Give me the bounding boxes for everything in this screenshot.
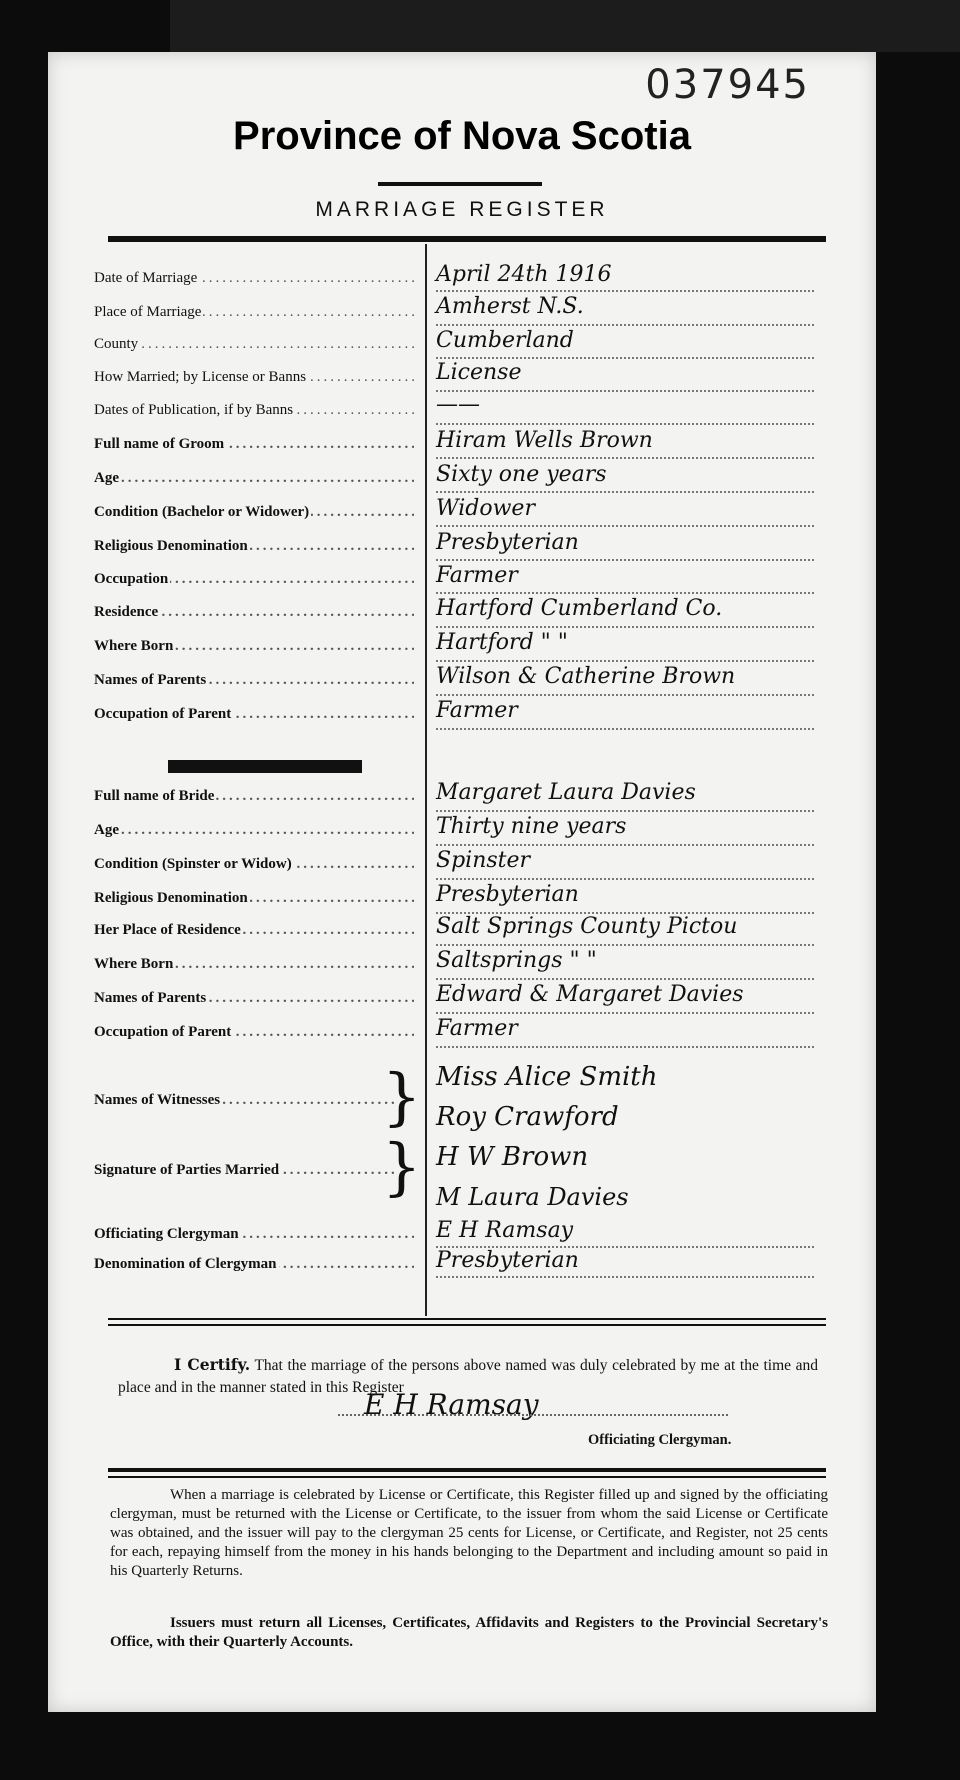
field-label: Denomination of Clergyman ..... — [94, 1252, 414, 1276]
entry-place-of-marriage: Amherst N.S. — [436, 294, 584, 319]
header-rule — [108, 236, 826, 242]
page-title: Province of Nova Scotia — [233, 114, 691, 158]
entry-line — [436, 455, 814, 459]
certify-heading: I Certify. — [174, 1355, 251, 1374]
entry-officiating-clergyman: E H Ramsay — [436, 1218, 574, 1243]
entry-bride-condition: Spinster — [436, 848, 531, 873]
witnesses-brace: } — [382, 1060, 422, 1133]
field-label: Occupation ..... — [94, 567, 414, 591]
entry-line — [436, 1044, 814, 1048]
field-label: Residence ..... — [94, 600, 414, 624]
entry-groom-condition: Widower — [436, 496, 535, 521]
entry-dates-of-publication: —— — [436, 392, 480, 417]
entry-signature-bride: M Laura Davies — [436, 1183, 629, 1211]
field-label: Religious Denomination ..... — [94, 886, 414, 910]
field-label: Full name of Bride ..... — [94, 784, 414, 808]
scan-top-border — [170, 0, 960, 52]
entry-groom-parent-occupation: Farmer — [436, 698, 518, 723]
field-label: Names of Parents ..... — [94, 986, 414, 1010]
field-label: Where Born ..... — [94, 634, 414, 658]
signature-line — [338, 1412, 728, 1416]
certify-rule-top — [108, 1318, 826, 1320]
entry-groom-name: Hiram Wells Brown — [436, 428, 653, 453]
entry-line — [436, 726, 814, 730]
entry-bride-residence: Salt Springs County Pictou — [436, 914, 738, 939]
signatures-brace: } — [382, 1130, 422, 1203]
field-label: How Married; by License or Banns ..... — [94, 365, 414, 389]
field-label: Condition (Spinster or Widow) ..... — [94, 852, 414, 876]
entry-bride-age: Thirty nine years — [436, 814, 627, 839]
issuer-notice: Issuers must return all Licenses, Certificates, Affidavits and Registers to the Provincial Secretary's Office, with their Quarterly Accounts. — [110, 1615, 828, 1650]
entry-groom-parents: Wilson & Catherine Brown — [436, 664, 736, 689]
field-label: Officiating Clergyman ..... — [94, 1222, 414, 1246]
entry-bride-birthplace: Saltsprings " " — [436, 948, 597, 973]
certify-rule-top-2 — [108, 1324, 826, 1326]
entry-groom-religion: Presbyterian — [436, 530, 579, 555]
entry-witness-2: Roy Crawford — [436, 1102, 619, 1132]
field-label: Occupation of Parent ..... — [94, 702, 414, 726]
entry-groom-age: Sixty one years — [436, 462, 607, 487]
field-label: Her Place of Residence ..... — [94, 918, 414, 942]
entry-clergy-denomination: Presbyterian — [436, 1248, 579, 1273]
field-label: Occupation of Parent ..... — [94, 1020, 414, 1044]
entry-groom-residence: Hartford Cumberland Co. — [436, 596, 723, 621]
field-label: Where Born ..... — [94, 952, 414, 976]
entry-line — [436, 523, 814, 527]
serial-number: 037945 — [645, 62, 810, 108]
entry-signature-groom: H W Brown — [436, 1142, 589, 1172]
field-label: County ..... — [94, 332, 414, 356]
entry-line — [436, 489, 814, 493]
field-label: Dates of Publication, if by Banns ..... — [94, 398, 414, 422]
entry-bride-parents: Edward & Margaret Davies — [436, 982, 744, 1007]
field-label: Names of Parents ..... — [94, 668, 414, 692]
section-divider-bar — [168, 760, 362, 773]
certify-text: That the marriage of the persons above named was duly celebrated by me at the time and place and in the manner stated in this Register — [118, 1357, 818, 1396]
notice-rule — [108, 1468, 826, 1472]
signatures-label: Signature of Parties Married ..... — [94, 1158, 394, 1182]
entry-bride-parent-occupation: Farmer — [436, 1016, 518, 1041]
register-form — [48, 52, 876, 1712]
entry-date-of-marriage: April 24th 1916 — [436, 262, 612, 287]
entry-witness-1: Miss Alice Smith — [436, 1062, 658, 1092]
entry-how-married: License — [436, 360, 522, 385]
entry-bride-religion: Presbyterian — [436, 882, 579, 907]
entry-groom-birthplace: Hartford " " — [436, 630, 568, 655]
field-label: Condition (Bachelor or Widower) ..... — [94, 500, 414, 524]
field-label: Age ..... — [94, 466, 414, 490]
field-label: Age ..... — [94, 818, 414, 842]
witnesses-label: Names of Witnesses ..... — [94, 1088, 394, 1112]
field-label: Full name of Groom ..... — [94, 432, 414, 456]
entry-line — [436, 1274, 814, 1278]
signature-caption: Officiating Clergyman. — [588, 1432, 732, 1448]
return-notice: When a marriage is celebrated by License or Certificate, this Register filled up and signed by the officiating clergyman, must be returned with the License or Certificate, to the issuer from whom the said License or Certificate was obtained, and the issuer will pay to the clergyman 25 cents for License, or Certificate, and Register, not 25 cents for each, repaying himself from the money in his hands belonging to the Department and including amount so paid in his Quarterly Returns. — [110, 1487, 828, 1579]
notice-rule-2 — [108, 1476, 826, 1478]
form-subtitle: MARRIAGE REGISTER — [315, 198, 609, 221]
field-label: Religious Denomination ..... — [94, 534, 414, 558]
title-divider — [378, 182, 542, 186]
entry-county: Cumberland — [436, 328, 574, 353]
entry-groom-occupation: Farmer — [436, 563, 518, 588]
column-divider — [425, 244, 427, 1316]
field-label: Place of Marriage ..... — [94, 300, 414, 324]
field-label: Date of Marriage ..... — [94, 266, 414, 290]
entry-bride-name: Margaret Laura Davies — [436, 780, 696, 805]
clergyman-signature: E H Ramsay — [364, 1388, 539, 1421]
entry-line — [436, 421, 814, 425]
